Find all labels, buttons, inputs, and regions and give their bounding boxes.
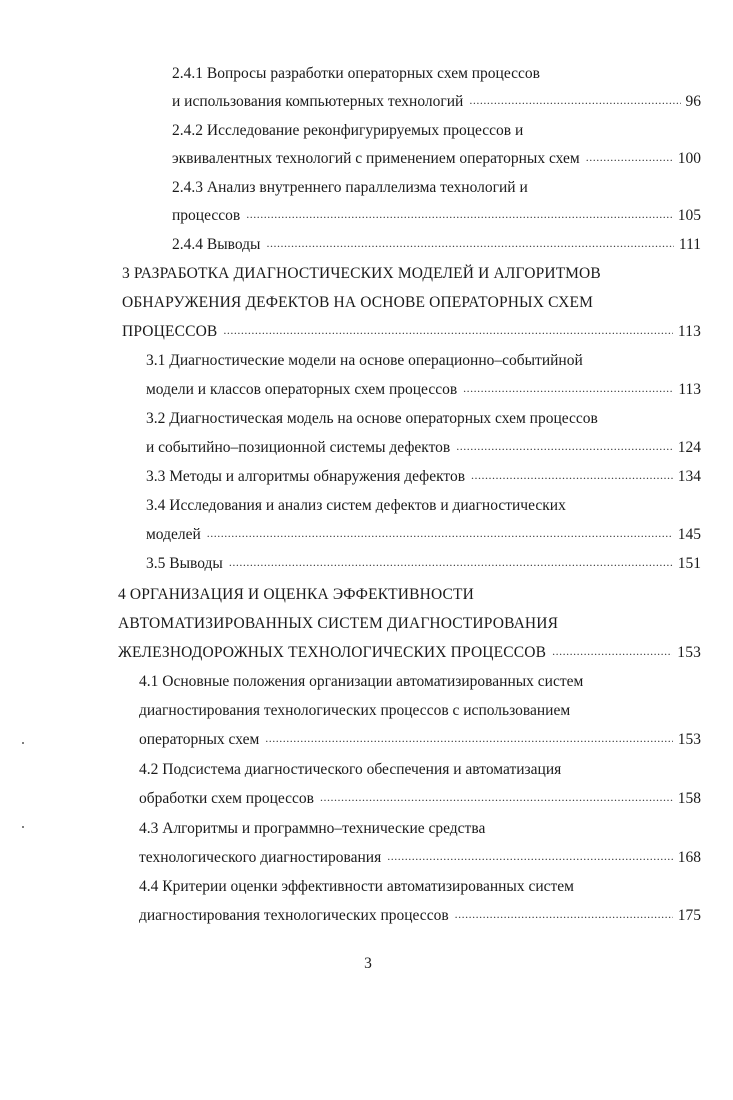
toc-line — [139, 810, 701, 838]
toc-text: 4.2 Подсистема диагностического обеспечения и автоматизация — [139, 761, 562, 778]
toc-text: ОБНАРУЖЕНИЯ ДЕФЕКТОВ НА ОСНОВЕ ОПЕРАТОРНЫХ СХЕМ — [122, 294, 594, 311]
toc-line — [139, 780, 701, 808]
toc-text: 3.1 Диагностические модели на основе операционно–событийной — [146, 352, 583, 369]
dot-leader — [207, 527, 673, 540]
toc-text: 3.2 Диагностическая модель на основе операторных схем процессов — [146, 410, 598, 427]
toc-line — [172, 197, 701, 225]
scan-speck — [22, 742, 24, 744]
toc-text: 3 РАЗРАБОТКА ДИАГНОСТИЧЕСКИХ МОДЕЛЕЙ И АЛГОРИТМОВ — [122, 265, 601, 282]
dot-leader — [246, 208, 673, 221]
toc-text: модели и классов операторных схем процессов — [146, 381, 458, 398]
toc-line — [146, 458, 701, 486]
toc-text: диагностирования технологических процессов — [139, 907, 449, 924]
toc-line — [146, 545, 701, 573]
toc-text: 3.4 Исследования и анализ систем дефектов и диагностических — [146, 497, 566, 514]
dot-leader — [387, 850, 673, 863]
toc-page-number: 151 — [677, 555, 701, 572]
toc-page-number: 113 — [677, 323, 701, 340]
toc-line — [139, 751, 701, 779]
toc-text: 4 ОРГАНИЗАЦИЯ И ОЦЕНКА ЭФФЕКТИВНОСТИ — [118, 586, 474, 603]
toc-page-number: 158 — [677, 790, 701, 807]
toc-text: процессов — [172, 207, 241, 224]
toc-page-number: 105 — [677, 207, 701, 224]
toc-text: технологического диагностирования — [139, 849, 382, 866]
toc-chapter-title — [118, 576, 701, 604]
toc-text: обработки схем процессов — [139, 790, 314, 807]
toc-line — [146, 400, 701, 428]
toc-text: 4.3 Алгоритмы и программно–технические средства — [139, 820, 486, 837]
dot-leader — [471, 469, 673, 482]
toc-line — [172, 83, 701, 111]
toc-line — [172, 55, 701, 83]
toc-line — [139, 663, 701, 691]
toc-page-number: 145 — [677, 526, 701, 543]
toc-text: ЖЕЛЕЗНОДОРОЖНЫХ ТЕХНОЛОГИЧЕСКИХ ПРОЦЕССОВ — [118, 644, 547, 661]
toc-line — [139, 692, 701, 720]
dot-leader — [223, 324, 672, 337]
dot-leader — [320, 791, 673, 804]
toc-page-number: 100 — [677, 150, 701, 167]
toc-text: эквивалентных технологий с применением операторных схем — [172, 150, 580, 167]
dot-leader — [456, 440, 673, 453]
toc-chapter-title — [118, 605, 701, 633]
toc-line — [139, 721, 701, 749]
toc-page-number: 96 — [685, 93, 701, 110]
toc-chapter-title — [122, 255, 701, 283]
dot-leader — [455, 908, 673, 921]
dot-leader — [266, 237, 673, 250]
toc-chapter-title — [118, 634, 701, 662]
toc-text: АВТОМАТИЗИРОВАННЫХ СИСТЕМ ДИАГНОСТИРОВАНИЯ — [118, 615, 559, 632]
toc-text: 2.4.1 Вопросы разработки операторных схем процессов — [172, 65, 540, 82]
page-number: 3 — [364, 955, 372, 972]
dot-leader — [552, 645, 672, 658]
dot-leader — [265, 732, 672, 745]
toc-page-number: 175 — [677, 907, 701, 924]
scan-speck — [22, 826, 24, 828]
toc-text: 2.4.2 Исследование реконфигурируемых процессов и — [172, 122, 524, 139]
toc-line — [139, 897, 701, 925]
toc-line — [146, 371, 701, 399]
toc-page-number: 153 — [677, 731, 701, 748]
toc-text: диагностирования технологических процессов с использованием — [139, 702, 571, 719]
toc-page-number: 134 — [677, 468, 701, 485]
toc-line — [172, 226, 701, 254]
toc-page-number: 111 — [678, 236, 701, 253]
toc-page-number: 153 — [677, 644, 701, 661]
toc-page-number: 113 — [678, 381, 701, 398]
toc-text: и событийно–позиционной системы дефектов — [146, 439, 451, 456]
toc-chapter-title — [122, 284, 701, 312]
dot-leader — [586, 151, 673, 164]
toc-text: 3.5 Выводы — [146, 555, 223, 572]
toc-line — [146, 487, 701, 515]
toc-text: 4.1 Основные положения организации автоматизированных систем — [139, 673, 584, 690]
toc-text: 4.4 Критерии оценки эффективности автоматизированных систем — [139, 878, 574, 895]
dot-leader — [229, 556, 673, 569]
toc-text: моделей — [146, 526, 201, 543]
toc-text: операторных схем — [139, 731, 260, 748]
toc-text: 2.4.4 Выводы — [172, 236, 261, 253]
toc-line — [146, 429, 701, 457]
toc-chapter-title — [122, 313, 701, 341]
toc-line — [172, 112, 701, 140]
toc-line — [172, 140, 701, 168]
toc-text: и использования компьютерных технологий — [172, 93, 464, 110]
toc-page-number: 168 — [677, 849, 701, 866]
toc-text: ПРОЦЕССОВ — [122, 323, 218, 340]
toc-line — [139, 868, 701, 896]
toc-line — [139, 839, 701, 867]
toc-text: 2.4.3 Анализ внутреннего параллелизма технологий и — [172, 179, 528, 196]
toc-line — [146, 516, 701, 544]
toc-text: 3.3 Методы и алгоритмы обнаружения дефектов — [146, 468, 466, 485]
toc-page-number: 124 — [677, 439, 701, 456]
dot-leader — [463, 382, 673, 395]
dot-leader — [469, 94, 680, 107]
toc-line — [172, 169, 701, 197]
toc-line — [146, 342, 701, 370]
